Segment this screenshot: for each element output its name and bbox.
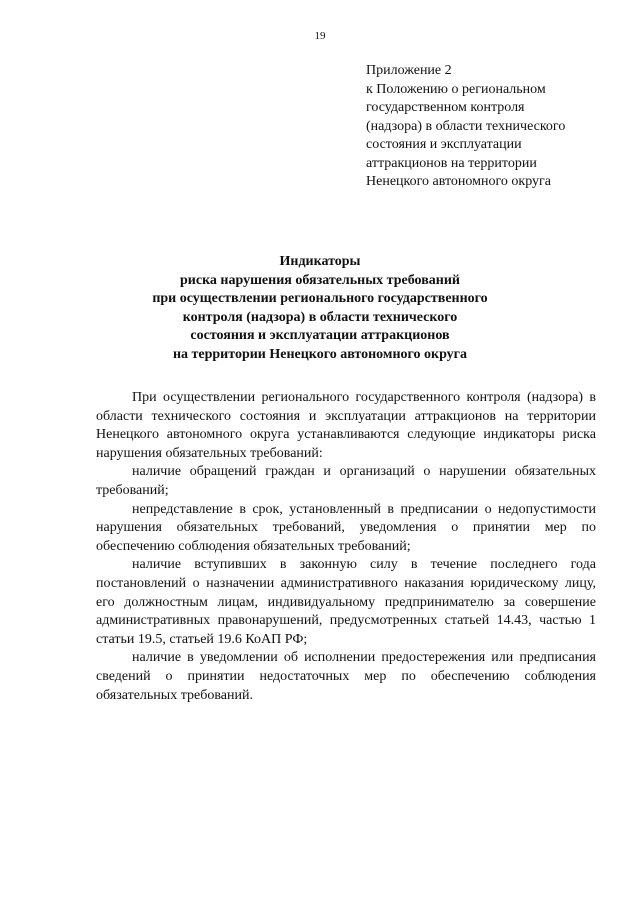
document-body bbox=[96, 389, 596, 705]
title-line: на территории Ненецкого автономного округа bbox=[172, 346, 468, 362]
appendix-line: аттракционов на территории bbox=[366, 155, 537, 171]
intro-paragraph: При осуществлении регионального государственного контроля (надзора) в области технического состояния и эксплуатации аттракционов на территории Ненецкого автономного округа устанавливаются следующие индикаторы риска нарушения обязательных требований: bbox=[96, 390, 596, 461]
title-line: Индикаторы bbox=[279, 254, 361, 269]
appendix-line: Приложение 2 bbox=[366, 63, 452, 78]
appendix-line: государственном контроля bbox=[366, 100, 525, 115]
title-line: риска нарушения обязательных требований bbox=[180, 272, 460, 288]
indicator-item: наличие обращений граждан и организаций о нарушении обязательных требований; bbox=[96, 464, 596, 498]
appendix-line: к Положению о региональном bbox=[366, 81, 546, 97]
appendix-line: Ненецкого автономного округа bbox=[366, 174, 551, 189]
indicator-item: наличие в уведомлении об исполнении предостережения или предписания сведений о принятии недостаточных мер по обеспечению соблюдения обязательных требований. bbox=[96, 650, 596, 703]
appendix-reference bbox=[366, 62, 606, 192]
document-title bbox=[60, 253, 580, 365]
title-line: при осуществлении регионального государственного bbox=[152, 291, 488, 307]
title-line: состояния и эксплуатации аттракционов bbox=[190, 328, 450, 344]
title-line: контроля (надзора) в области технического bbox=[182, 309, 458, 325]
appendix-line: состояния и эксплуатации bbox=[366, 137, 522, 152]
indicator-item: наличие вступивших в законную силу в течение последнего года постановлений о назначении административного наказания юридическому лицу, его должностным лицам, индивидуальному предпринимателю за совершение административных правонарушений, предусмотренных статьей 14.43, частью 1 статьи 19.5, статьей 19.6 КоАП РФ; bbox=[96, 557, 596, 647]
appendix-line: (надзора) в области технического bbox=[366, 118, 566, 134]
page-number: 19 bbox=[314, 30, 326, 42]
indicator-item: непредставление в срок, установленный в предписании о недопустимости нарушения обязательных требований, уведомления о принятии мер по обеспечению соблюдения обязательных требований; bbox=[96, 501, 596, 554]
